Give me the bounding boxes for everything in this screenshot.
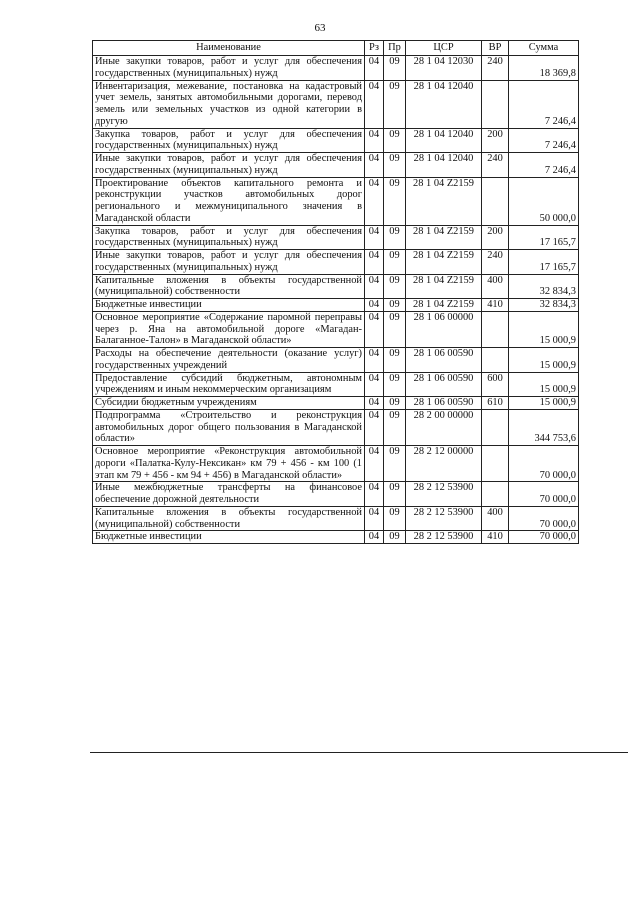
table-row — [93, 153, 579, 178]
cell-pr: 09 — [384, 409, 406, 445]
cell-pr: 09 — [384, 80, 406, 128]
table-row — [93, 506, 579, 531]
cell-vr: 200 — [482, 128, 509, 153]
cell-pr: 09 — [384, 531, 406, 544]
cell-sum: 50 000,0 — [509, 177, 579, 225]
cell-vr — [482, 80, 509, 128]
cell-sum: 70 000,0 — [509, 506, 579, 531]
cell-rz: 04 — [365, 372, 384, 397]
table-row — [93, 56, 579, 81]
cell-vr: 240 — [482, 56, 509, 81]
cell-name: Подпрограмма «Строительство и реконструкция автомобильных дорог общего пользования в Магаданской области» — [93, 409, 365, 445]
cell-vr — [482, 446, 509, 482]
table-body — [93, 56, 579, 544]
cell-vr: 410 — [482, 531, 509, 544]
cell-rz: 04 — [365, 446, 384, 482]
cell-pr: 09 — [384, 177, 406, 225]
cell-vr — [482, 177, 509, 225]
cell-rz: 04 — [365, 250, 384, 275]
cell-name: Закупка товаров, работ и услуг для обеспечения государственных (муниципальных) нужд — [93, 128, 365, 153]
cell-sum: 344 753,6 — [509, 409, 579, 445]
cell-vr — [482, 482, 509, 507]
bottom-rule — [90, 752, 628, 753]
cell-sum: 15 000,9 — [509, 348, 579, 373]
header-sum: Сумма — [509, 41, 579, 56]
cell-vr — [482, 409, 509, 445]
header-rz: Рз — [365, 41, 384, 56]
cell-pr: 09 — [384, 225, 406, 250]
cell-name: Основное мероприятие «Содержание паромной переправы через р. Яна на автомобильной дороге «Магадан-Балаганное-Талон» в Магаданской области» — [93, 311, 365, 347]
cell-csr: 28 2 12 00000 — [406, 446, 482, 482]
cell-vr — [482, 348, 509, 373]
cell-rz: 04 — [365, 506, 384, 531]
header-vr: ВР — [482, 41, 509, 56]
cell-csr: 28 1 06 00590 — [406, 397, 482, 410]
cell-rz: 04 — [365, 348, 384, 373]
cell-vr: 400 — [482, 274, 509, 299]
cell-pr: 09 — [384, 397, 406, 410]
cell-csr: 28 1 04 Z2159 — [406, 250, 482, 275]
cell-vr: 240 — [482, 153, 509, 178]
cell-vr: 400 — [482, 506, 509, 531]
header-pr: Пр — [384, 41, 406, 56]
cell-sum: 70 000,0 — [509, 531, 579, 544]
cell-sum: 15 000,9 — [509, 397, 579, 410]
table-row — [93, 409, 579, 445]
cell-name: Иные межбюджетные трансферты на финансовое обеспечение дорожной деятельности — [93, 482, 365, 507]
cell-csr: 28 1 04 12030 — [406, 56, 482, 81]
cell-pr: 09 — [384, 311, 406, 347]
cell-rz: 04 — [365, 397, 384, 410]
cell-pr: 09 — [384, 506, 406, 531]
cell-sum: 70 000,0 — [509, 482, 579, 507]
table-row — [93, 348, 579, 373]
cell-csr: 28 1 04 Z2159 — [406, 299, 482, 312]
cell-csr: 28 1 06 00590 — [406, 372, 482, 397]
cell-name: Основное мероприятие «Реконструкция автомобильной дороги «Палатка-Кулу-Нексикан» км 79 + 456 - км 100 (1 этап км 79 + 456 - км 94 + 456) в Магаданской области» — [93, 446, 365, 482]
cell-rz: 04 — [365, 153, 384, 178]
cell-csr: 28 1 04 Z2159 — [406, 274, 482, 299]
cell-vr: 600 — [482, 372, 509, 397]
cell-pr: 09 — [384, 372, 406, 397]
cell-pr: 09 — [384, 153, 406, 178]
cell-csr: 28 2 00 00000 — [406, 409, 482, 445]
cell-rz: 04 — [365, 531, 384, 544]
header-name: Наименование — [93, 41, 365, 56]
cell-csr: 28 1 04 12040 — [406, 153, 482, 178]
cell-sum: 7 246,4 — [509, 80, 579, 128]
cell-name: Бюджетные инвестиции — [93, 531, 365, 544]
cell-vr: 410 — [482, 299, 509, 312]
cell-vr — [482, 311, 509, 347]
cell-csr: 28 1 04 12040 — [406, 128, 482, 153]
table-row — [93, 299, 579, 312]
cell-rz: 04 — [365, 80, 384, 128]
cell-pr: 09 — [384, 299, 406, 312]
cell-rz: 04 — [365, 225, 384, 250]
table-row — [93, 128, 579, 153]
cell-csr: 28 1 04 Z2159 — [406, 177, 482, 225]
cell-sum: 32 834,3 — [509, 299, 579, 312]
cell-rz: 04 — [365, 482, 384, 507]
table-row — [93, 372, 579, 397]
cell-csr: 28 1 06 00000 — [406, 311, 482, 347]
cell-vr: 240 — [482, 250, 509, 275]
cell-sum: 7 246,4 — [509, 128, 579, 153]
table-row — [93, 446, 579, 482]
table-row — [93, 274, 579, 299]
cell-name: Бюджетные инвестиции — [93, 299, 365, 312]
budget-table — [92, 40, 579, 544]
cell-name: Иные закупки товаров, работ и услуг для обеспечения государственных (муниципальных) нужд — [93, 56, 365, 81]
cell-pr: 09 — [384, 274, 406, 299]
cell-name: Субсидии бюджетным учреждениям — [93, 397, 365, 410]
cell-csr: 28 2 12 53900 — [406, 506, 482, 531]
cell-name: Расходы на обеспечение деятельности (оказание услуг) государственных учреждений — [93, 348, 365, 373]
cell-sum: 32 834,3 — [509, 274, 579, 299]
cell-rz: 04 — [365, 177, 384, 225]
cell-vr: 610 — [482, 397, 509, 410]
table-row — [93, 482, 579, 507]
cell-pr: 09 — [384, 348, 406, 373]
cell-name: Инвентаризация, межевание, постановка на кадастровый учет земель, занятых автомобильными дорогами, перевод земель или земельных участков из одной категории в другую — [93, 80, 365, 128]
cell-sum: 15 000,9 — [509, 311, 579, 347]
cell-csr: 28 2 12 53900 — [406, 531, 482, 544]
cell-rz: 04 — [365, 311, 384, 347]
cell-sum: 7 246,4 — [509, 153, 579, 178]
table-row — [93, 397, 579, 410]
cell-pr: 09 — [384, 250, 406, 275]
cell-sum: 15 000,9 — [509, 372, 579, 397]
cell-pr: 09 — [384, 482, 406, 507]
cell-pr: 09 — [384, 56, 406, 81]
cell-csr: 28 1 04 Z2159 — [406, 225, 482, 250]
page-number: 63 — [314, 22, 326, 34]
table-row — [93, 225, 579, 250]
cell-rz: 04 — [365, 56, 384, 81]
table-row — [93, 531, 579, 544]
cell-csr: 28 1 06 00590 — [406, 348, 482, 373]
cell-rz: 04 — [365, 299, 384, 312]
cell-name: Иные закупки товаров, работ и услуг для обеспечения государственных (муниципальных) нужд — [93, 153, 365, 178]
cell-csr: 28 2 12 53900 — [406, 482, 482, 507]
table-row — [93, 177, 579, 225]
cell-name: Закупка товаров, работ и услуг для обеспечения государственных (муниципальных) нужд — [93, 225, 365, 250]
cell-sum: 70 000,0 — [509, 446, 579, 482]
cell-vr: 200 — [482, 225, 509, 250]
table-row — [93, 311, 579, 347]
cell-name: Иные закупки товаров, работ и услуг для обеспечения государственных (муниципальных) нужд — [93, 250, 365, 275]
cell-pr: 09 — [384, 128, 406, 153]
header-csr: ЦСР — [406, 41, 482, 56]
cell-name: Капитальные вложения в объекты государственной (муниципальной) собственности — [93, 506, 365, 531]
cell-name: Капитальные вложения в объекты государственной (муниципальной) собственности — [93, 274, 365, 299]
cell-rz: 04 — [365, 128, 384, 153]
cell-rz: 04 — [365, 409, 384, 445]
cell-name: Предоставление субсидий бюджетным, автономным учреждениям и иным некоммерческим организациям — [93, 372, 365, 397]
table-row — [93, 80, 579, 128]
cell-sum: 18 369,8 — [509, 56, 579, 81]
cell-rz: 04 — [365, 274, 384, 299]
table-header-row — [93, 41, 579, 56]
cell-sum: 17 165,7 — [509, 225, 579, 250]
cell-sum: 17 165,7 — [509, 250, 579, 275]
table-row — [93, 250, 579, 275]
cell-csr: 28 1 04 12040 — [406, 80, 482, 128]
cell-pr: 09 — [384, 446, 406, 482]
cell-name: Проектирование объектов капитального ремонта и реконструкции участков автомобильных дорог регионального и межмуниципального значения в Магаданской области — [93, 177, 365, 225]
